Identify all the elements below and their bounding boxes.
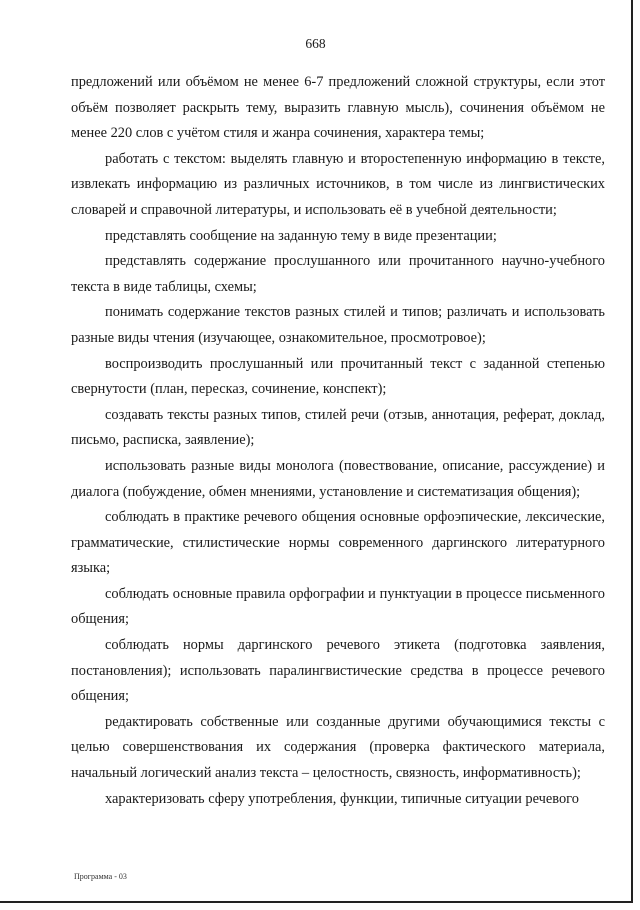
paragraph: понимать содержание текстов разных стилей и типов; различать и использовать разные виды чтения (изучающее, ознакомительное, просмотровое); bbox=[71, 304, 605, 346]
page-number: 668 bbox=[305, 36, 326, 51]
paragraph: соблюдать в практике речевого общения основные орфоэпические, лексические, грамматические, стилистические нормы современного даргинского литературного языка; bbox=[71, 509, 605, 577]
paragraph: соблюдать нормы даргинского речевого этикета (подготовка заявления, постановления); использовать паралингвистические средства в процессе речевого общения; bbox=[71, 637, 605, 705]
paragraph: представлять содержание прослушанного или прочитанного научно-учебного текста в виде таблицы, схемы; bbox=[71, 253, 605, 295]
paragraph: работать с текстом: выделять главную и второстепенную информацию в тексте, извлекать информацию из различных источников, в том числе из лингвистических словарей и справочной литературы, и использовать её в учебной деятельности; bbox=[71, 150, 605, 218]
paragraph: соблюдать основные правила орфографии и пунктуации в процессе письменного общения; bbox=[71, 585, 605, 628]
paragraph: воспроизводить прослушанный или прочитанный текст с заданной степенью свернутости (план, пересказ, сочинение, конспект); bbox=[71, 355, 605, 398]
paragraph: использовать разные виды монолога (повествование, описание, рассуждение) и диалога (побуждение, обмен мнениями, установление и систематизация общения); bbox=[71, 457, 605, 500]
body-text bbox=[71, 70, 605, 812]
footer-label: Программа - 03 bbox=[74, 872, 127, 881]
paragraph: характеризовать сферу употребления, функции, типичные ситуации речевого bbox=[105, 790, 579, 807]
paragraph: представлять сообщение на заданную тему в виде презентации; bbox=[105, 227, 497, 244]
paragraph: создавать тексты разных типов, стилей речи (отзыв, аннотация, реферат, доклад, письмо, расписка, заявление); bbox=[71, 406, 605, 449]
paragraph: редактировать собственные или созданные другими обучающимися тексты с целью совершенствования их содержания (проверка фактического материала, начальный логический анализ текста – целостность, связность, информативность); bbox=[71, 713, 605, 782]
paragraph: предложений или объёмом не менее 6-7 предложений сложной структуры, если этот объём позволяет раскрыть тему, выразить главную мысль), сочинения объёмом не менее 220 слов с учётом стиля и жанра сочинения, характера темы; bbox=[71, 74, 605, 142]
